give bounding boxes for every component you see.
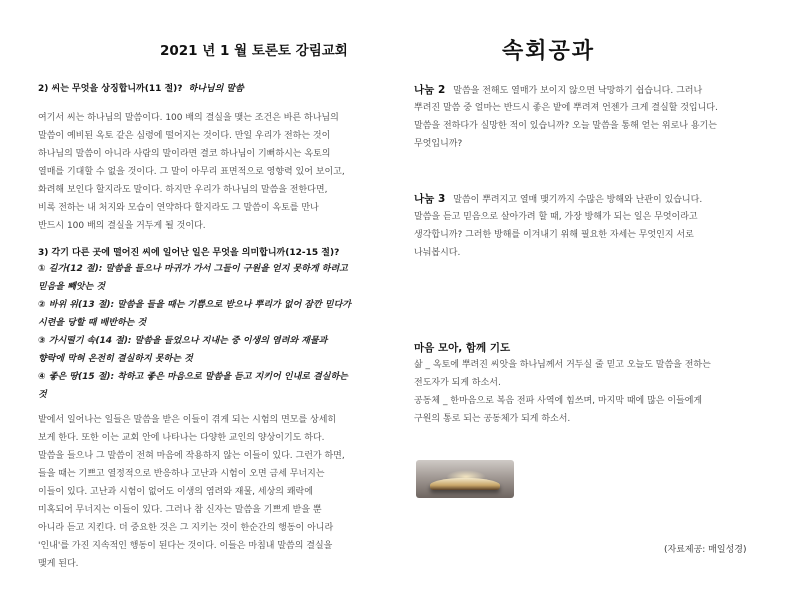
prayer-body xyxy=(414,356,759,428)
question-2-answer: 하나님의 말씀 xyxy=(188,84,244,94)
share-line: 말씀을 듣고 믿음으로 살아가려 할 때, 가장 방해가 되는 일은 무엇이라고 xyxy=(414,212,698,222)
paragraph-line: 미혹되어 무너지는 이들이 있다. 그러나 참 신자는 말씀을 기쁘게 받을 뿐 xyxy=(38,505,322,515)
page-title: 2021 년 1 월 토론토 강림교회 xyxy=(160,43,348,59)
share-line: 무엇입니까? xyxy=(414,139,463,149)
paragraph-line: 말씀을 들으나 그 말씀이 전혀 마음에 작용하지 않는 이들이 있다. 그런가 하면, xyxy=(38,451,345,461)
paragraph-line: '인내'를 가진 지속적인 행동이 된다는 것이다. 이들은 마침내 말씀의 결실을 xyxy=(38,541,333,551)
paragraph-line: 여기서 씨는 하나님의 말씀이다. 100 배의 결실을 맺는 조건은 바른 하나님의 xyxy=(38,113,339,123)
paragraph-line: 보게 한다. 또한 이는 교회 안에 나타나는 다양한 교인의 양상이기도 하다. xyxy=(38,433,325,443)
answer-3-list xyxy=(38,260,378,404)
share-2-label: 나눔 2 xyxy=(414,84,446,96)
question-2 xyxy=(38,81,244,94)
list-item: ③ 가시떨기 속(14 절): 말씀을 들었으나 지내는 중 이생의 염려와 재물과 xyxy=(38,336,328,346)
prayer-line: 구원의 통로 되는 공동체가 되게 하소서. xyxy=(414,414,571,424)
paragraph-line: 하나님의 말씀이 아니라 사람의 말이라면 결코 하나님이 기뻐하시는 옥토의 xyxy=(38,149,331,159)
prayer-line: 삶 _ 옥토에 뿌려진 씨앗을 하나님께서 거두실 줄 믿고 오늘도 말씀을 전하는 xyxy=(414,360,711,370)
paragraph-line: 반드시 100 배의 결실을 거두게 될 것이다. xyxy=(38,221,206,231)
share-line: 나눠봅시다. xyxy=(414,248,461,258)
list-item: ④ 좋은 땅(15 절): 착하고 좋은 마음으로 말씀을 듣고 지키어 인내로 결실하는 xyxy=(38,372,348,382)
list-item: ② 바위 위(13 절): 말씀을 들을 때는 기쁨으로 받으나 뿌리가 없어 잠깐 믿다가 xyxy=(38,300,352,310)
share-line: 뿌려진 말씀 중 얼마는 반드시 좋은 밭에 뿌려져 언젠가 크게 결실할 것입니다. xyxy=(414,103,718,113)
paragraph-line: 아니라 듣고 지킨다. 더 중요한 것은 그 지키는 것이 한순간의 행동이 아니라 xyxy=(38,523,334,533)
source-credit: (자료제공: 매일성경) xyxy=(664,545,747,555)
prayer-title: 마음 모아, 함께 기도 xyxy=(414,342,511,354)
list-item: 향락에 막혀 온전히 결실하지 못하는 것 xyxy=(38,354,193,364)
paragraph-line: 들을 때는 기쁘고 열정적으로 반응하나 고난과 시험이 오면 금세 무너지는 xyxy=(38,469,325,479)
question-3: 3) 각기 다른 곳에 떨어진 씨에 일어난 일은 무엇을 의미합니까(12-15 절)? xyxy=(38,248,340,258)
list-item: 믿음을 빼앗는 것 xyxy=(38,282,106,292)
list-item: ① 길가(12 절): 말씀을 들으나 마귀가 가서 그들이 구원을 얻지 못하게 하려고 xyxy=(38,264,348,274)
paragraph-line: 비록 전하는 내 처지와 모습이 연약하다 할지라도 그 말씀이 옥토를 만나 xyxy=(38,203,319,213)
share-2 xyxy=(414,81,759,153)
prayer-line: 전도자가 되게 하소서. xyxy=(414,378,501,388)
share-line: 말씀을 전하다가 실망한 적이 있습니까? 오늘 말씀을 통해 얻는 위로나 용기는 xyxy=(414,121,717,131)
share-line: 말씀을 전해도 열매가 보이지 않으면 낙망하기 쉽습니다. 그러나 xyxy=(453,86,703,96)
answer-2-paragraph xyxy=(38,109,378,235)
paragraph-line: 말씀이 예비된 옥토 같은 심령에 떨어지는 것이다. 만일 우리가 전하는 것이 xyxy=(38,131,331,141)
question-2-text: 2) 씨는 무엇을 상징합니까(11 절)? xyxy=(38,84,183,94)
paragraph-line: 화려해 보인다 할지라도 말이다. 하지만 우리가 하나님의 말씀을 전한다면, xyxy=(38,185,328,195)
list-item: 것 xyxy=(38,390,47,400)
commentary-paragraph xyxy=(38,411,378,573)
share-line: 말씀이 뿌려지고 열매 맺기까지 수많은 방해와 난관이 있습니다. xyxy=(453,195,703,205)
prayer-line: 공동체 _ 한마음으로 복음 전파 사역에 힘쓰며, 마지막 때에 많은 이들에게 xyxy=(414,396,703,406)
paragraph-line: 밭에서 일어나는 일들은 말씀을 받은 이들이 겪게 되는 시험의 면모를 상세히 xyxy=(38,415,337,425)
paragraph-line: 이들이 있다. 고난과 시험이 없어도 이생의 염려와 재물, 세상의 쾌락에 xyxy=(38,487,313,497)
share-3 xyxy=(414,190,759,262)
share-line: 생각합니까? 그러한 방해를 이겨내기 위해 필요한 자세는 무엇인지 서로 xyxy=(414,230,694,240)
list-item: 시련을 당할 때 배반하는 것 xyxy=(38,318,147,328)
share-3-label: 나눔 3 xyxy=(414,193,446,205)
bible-photo-icon xyxy=(416,460,514,498)
paragraph-line: 열매를 기대할 수 없을 것이다. 그 말이 아무리 표면적으로 영향력 있어 보이고, xyxy=(38,167,345,177)
lesson-title: 속회공과 xyxy=(502,38,596,64)
paragraph-line: 맺게 된다. xyxy=(38,559,79,569)
